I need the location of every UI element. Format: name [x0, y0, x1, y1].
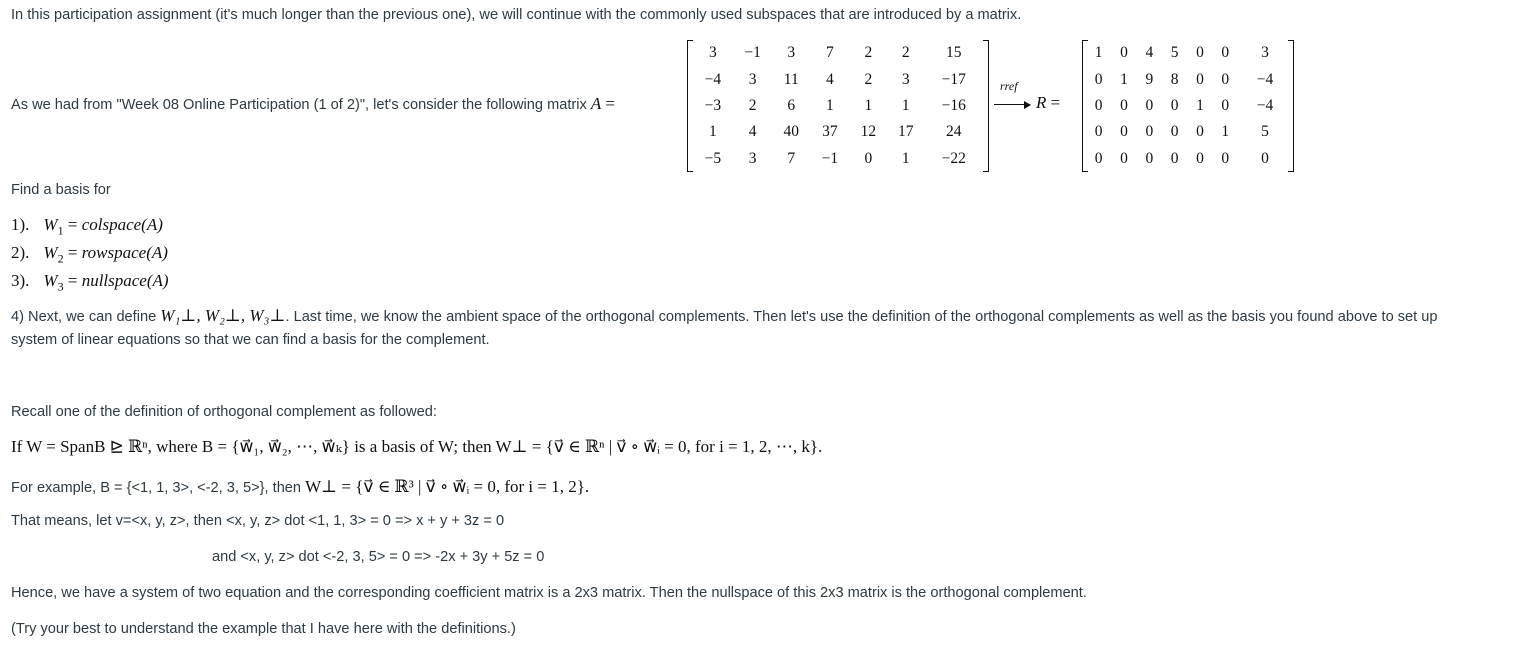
item-value: colspace(A)	[81, 215, 163, 234]
item-4-post: . Last time, we know the ambient space of the orthogonal complements. Then let's use the definition of the orthogonal complements as well as the basis you found above to set up	[285, 309, 1438, 325]
matrix-a-cell: −5	[704, 149, 722, 167]
matrix-intro-label: As we had from "Week 08 Online Participation (1 of 2)", let's consider the following matrix	[11, 97, 587, 113]
item-subscript: 1	[57, 223, 64, 238]
item-number: 3).	[11, 271, 30, 290]
matrix-a-cell: 11	[783, 70, 799, 88]
matrix-r-cell: 0	[1196, 44, 1204, 62]
matrix-r-cell: 0	[1221, 44, 1230, 62]
matrix-r-cell: 0	[1196, 149, 1204, 167]
matrix-a-cell: 3	[748, 70, 757, 88]
matrix-r-cell: 1	[1196, 96, 1204, 114]
matrix-r-row	[1086, 146, 1292, 172]
hence-text: Hence, we have a system of two equation and the corresponding coefficient matrix is a 2x3 matrix. Then the nullspace of this 2x3 matrix is the orthogonal complement.	[11, 585, 1087, 601]
matrix-a-row	[693, 93, 983, 119]
matrix-a-cell: 3	[901, 70, 910, 88]
matrix-a-cell: 2	[864, 70, 873, 88]
matrix-a-row	[693, 119, 983, 145]
matrix-r-cell: 0	[1094, 149, 1103, 167]
matrix-r-cell: 8	[1170, 70, 1179, 88]
matrix-a-cell: −3	[704, 96, 722, 114]
matrix-a-cell: 37	[822, 123, 838, 141]
matrix-a-cell: 40	[783, 123, 799, 141]
matrix-a-table	[693, 40, 983, 172]
rref-equals: =	[1050, 93, 1061, 112]
item-4-pre: 4) Next, we can define	[11, 309, 157, 325]
matrix-a-cell: 2	[864, 44, 873, 62]
matrix-r-table	[1086, 40, 1292, 172]
intro-text: In this participation assignment (it's much longer than the previous one), we will continue with the commonly used subspaces that are introduced by a matrix.	[11, 7, 1022, 23]
matrix-a-row	[693, 146, 983, 172]
matrix-a-cell: −22	[941, 149, 966, 167]
matrix-r-cell: 4	[1145, 44, 1154, 62]
matrix-a-cell: 12	[860, 123, 877, 141]
item-relation: =	[63, 243, 82, 262]
matrix-a-cell: 24	[945, 123, 962, 141]
matrix-r-cell: 0	[1196, 70, 1204, 88]
and-text: and <x, y, z> dot <-2, 3, 5> = 0 => -2x + 3y + 5z = 0	[212, 549, 545, 565]
try-text: (Try your best to understand the example that I have here with the definitions.)	[11, 621, 516, 637]
matrix-a-cell: 1	[825, 96, 834, 114]
matrix-a	[687, 40, 989, 172]
item-value: rowspace(A)	[81, 243, 168, 262]
matrix-r-cell: 0	[1120, 44, 1128, 62]
matrix-r-row	[1086, 40, 1292, 66]
matrix-a-cell: −17	[941, 70, 966, 88]
matrix-a-cell: 3	[787, 44, 796, 62]
matrix-r-cell: 0	[1145, 149, 1154, 167]
item-variable: W	[43, 243, 58, 262]
matrix-a-cell: 2	[748, 96, 757, 114]
matrix-r-cell: 0	[1196, 123, 1204, 141]
matrix-r-row	[1086, 119, 1292, 145]
matrix-r-cell: 5	[1170, 44, 1179, 62]
item-4-symbols: W₁⊥, W₂⊥, W₃⊥	[160, 306, 286, 325]
matrix-a-cell: 15	[945, 44, 962, 62]
matrix-a-cell: 6	[787, 96, 796, 114]
matrix-r-cell: 3	[1261, 44, 1269, 62]
matrix-name: A	[590, 94, 602, 113]
matrix-r-row	[1086, 66, 1292, 92]
matrix-r-cell: −4	[1256, 96, 1274, 114]
definition-text: If W = SpanB ⊵ ℝⁿ, where B = {w⃗₁, w⃗₂, ⋯, w⃗ₖ} is a basis of W; then W⊥ = {v⃗ ∈ ℝⁿ | v⃗ ∘ w⃗ᵢ = 0, for i = 1, 2, ⋯, k}.	[11, 437, 823, 456]
matrix-r-cell: 9	[1145, 70, 1154, 88]
basis-item	[11, 271, 169, 294]
equals-sign: =	[605, 94, 615, 113]
matrix-r-cell: 0	[1170, 149, 1179, 167]
matrix-r-cell: 0	[1261, 149, 1269, 167]
matrix-r-cell: 0	[1145, 123, 1154, 141]
item-subscript: 3	[57, 279, 64, 294]
matrix-a-cell: 2	[901, 44, 910, 62]
matrix-r-cell: 0	[1170, 123, 1179, 141]
matrix-a-cell: 3	[709, 44, 717, 62]
matrix-r-cell: 0	[1145, 96, 1154, 114]
matrix-r	[1082, 40, 1294, 172]
matrix-a-cell: −16	[941, 96, 966, 114]
item-variable: W	[43, 271, 58, 290]
matrix-a-cell: 0	[864, 149, 873, 167]
matrix-a-cell: 4	[748, 123, 757, 141]
matrix-a-right-bracket	[983, 40, 989, 172]
matrix-a-cell: 7	[825, 44, 834, 62]
matrix-r-cell: 0	[1221, 149, 1230, 167]
matrix-r-row	[1086, 93, 1292, 119]
item-relation: =	[63, 271, 82, 290]
matrix-r-cell: −4	[1256, 70, 1274, 88]
matrix-a-cell: 1	[864, 96, 873, 114]
rref-name: R	[1036, 93, 1047, 112]
basis-item	[11, 215, 163, 238]
matrix-a-cell: −1	[744, 44, 761, 62]
means-text: That means, let v=<x, y, z>, then <x, y, z> dot <1, 1, 3> = 0 => x + y + 3z = 0	[11, 513, 505, 529]
matrix-a-cell: 1	[901, 96, 910, 114]
matrix-r-cell: 1	[1094, 44, 1103, 62]
matrix-r-cell: 1	[1120, 70, 1128, 88]
matrix-a-cell: 17	[898, 123, 914, 141]
matrix-a-row	[693, 40, 983, 66]
matrix-r-cell: 0	[1094, 123, 1103, 141]
matrix-a-cell: −1	[821, 149, 839, 167]
recall-text: Recall one of the definition of orthogonal complement as followed:	[11, 404, 437, 420]
matrix-r-cell: 0	[1120, 123, 1128, 141]
rref-equation	[1036, 93, 1060, 113]
matrix-a-cell: 3	[748, 149, 757, 167]
item-number: 1).	[11, 215, 30, 234]
example-text: For example, B = {<1, 1, 3>, <-2, 3, 5>}, then	[11, 480, 302, 496]
matrix-a-cell: 4	[825, 70, 834, 88]
matrix-r-cell: 0	[1120, 149, 1128, 167]
item-relation: =	[63, 215, 82, 234]
matrix-r-cell: 0	[1120, 96, 1128, 114]
example-math: W⊥ = {v⃗ ∈ ℝ³ | v⃗ ∘ w⃗ᵢ = 0, for i = 1, 2}.	[305, 477, 590, 496]
find-basis-text: Find a basis for	[11, 182, 111, 198]
item-value: nullspace(A)	[81, 271, 169, 290]
rref-arrow	[994, 104, 1030, 105]
rref-label: rref	[1000, 79, 1018, 93]
matrix-r-cell: 0	[1221, 96, 1230, 114]
matrix-a-row	[693, 66, 983, 92]
matrix-r-cell: 0	[1221, 70, 1230, 88]
basis-item	[11, 243, 168, 266]
item-number: 2).	[11, 243, 30, 262]
matrix-a-cell: −4	[704, 70, 722, 88]
matrix-intro-text	[11, 94, 615, 114]
matrix-a-cell: 1	[709, 123, 717, 141]
item-variable: W	[43, 215, 58, 234]
matrix-a-cell: 1	[901, 149, 910, 167]
matrix-r-cell: 5	[1261, 123, 1269, 141]
matrix-r-cell: 0	[1094, 96, 1103, 114]
item-4	[11, 306, 1438, 326]
item-4-line2: system of linear equations so that we can find a basis for the complement.	[11, 332, 490, 348]
matrix-r-cell: 0	[1170, 96, 1179, 114]
matrix-a-cell: 7	[787, 149, 796, 167]
example-line	[11, 477, 589, 497]
matrix-r-cell: 0	[1094, 70, 1103, 88]
item-subscript: 2	[57, 251, 64, 266]
matrix-r-cell: 1	[1221, 123, 1230, 141]
